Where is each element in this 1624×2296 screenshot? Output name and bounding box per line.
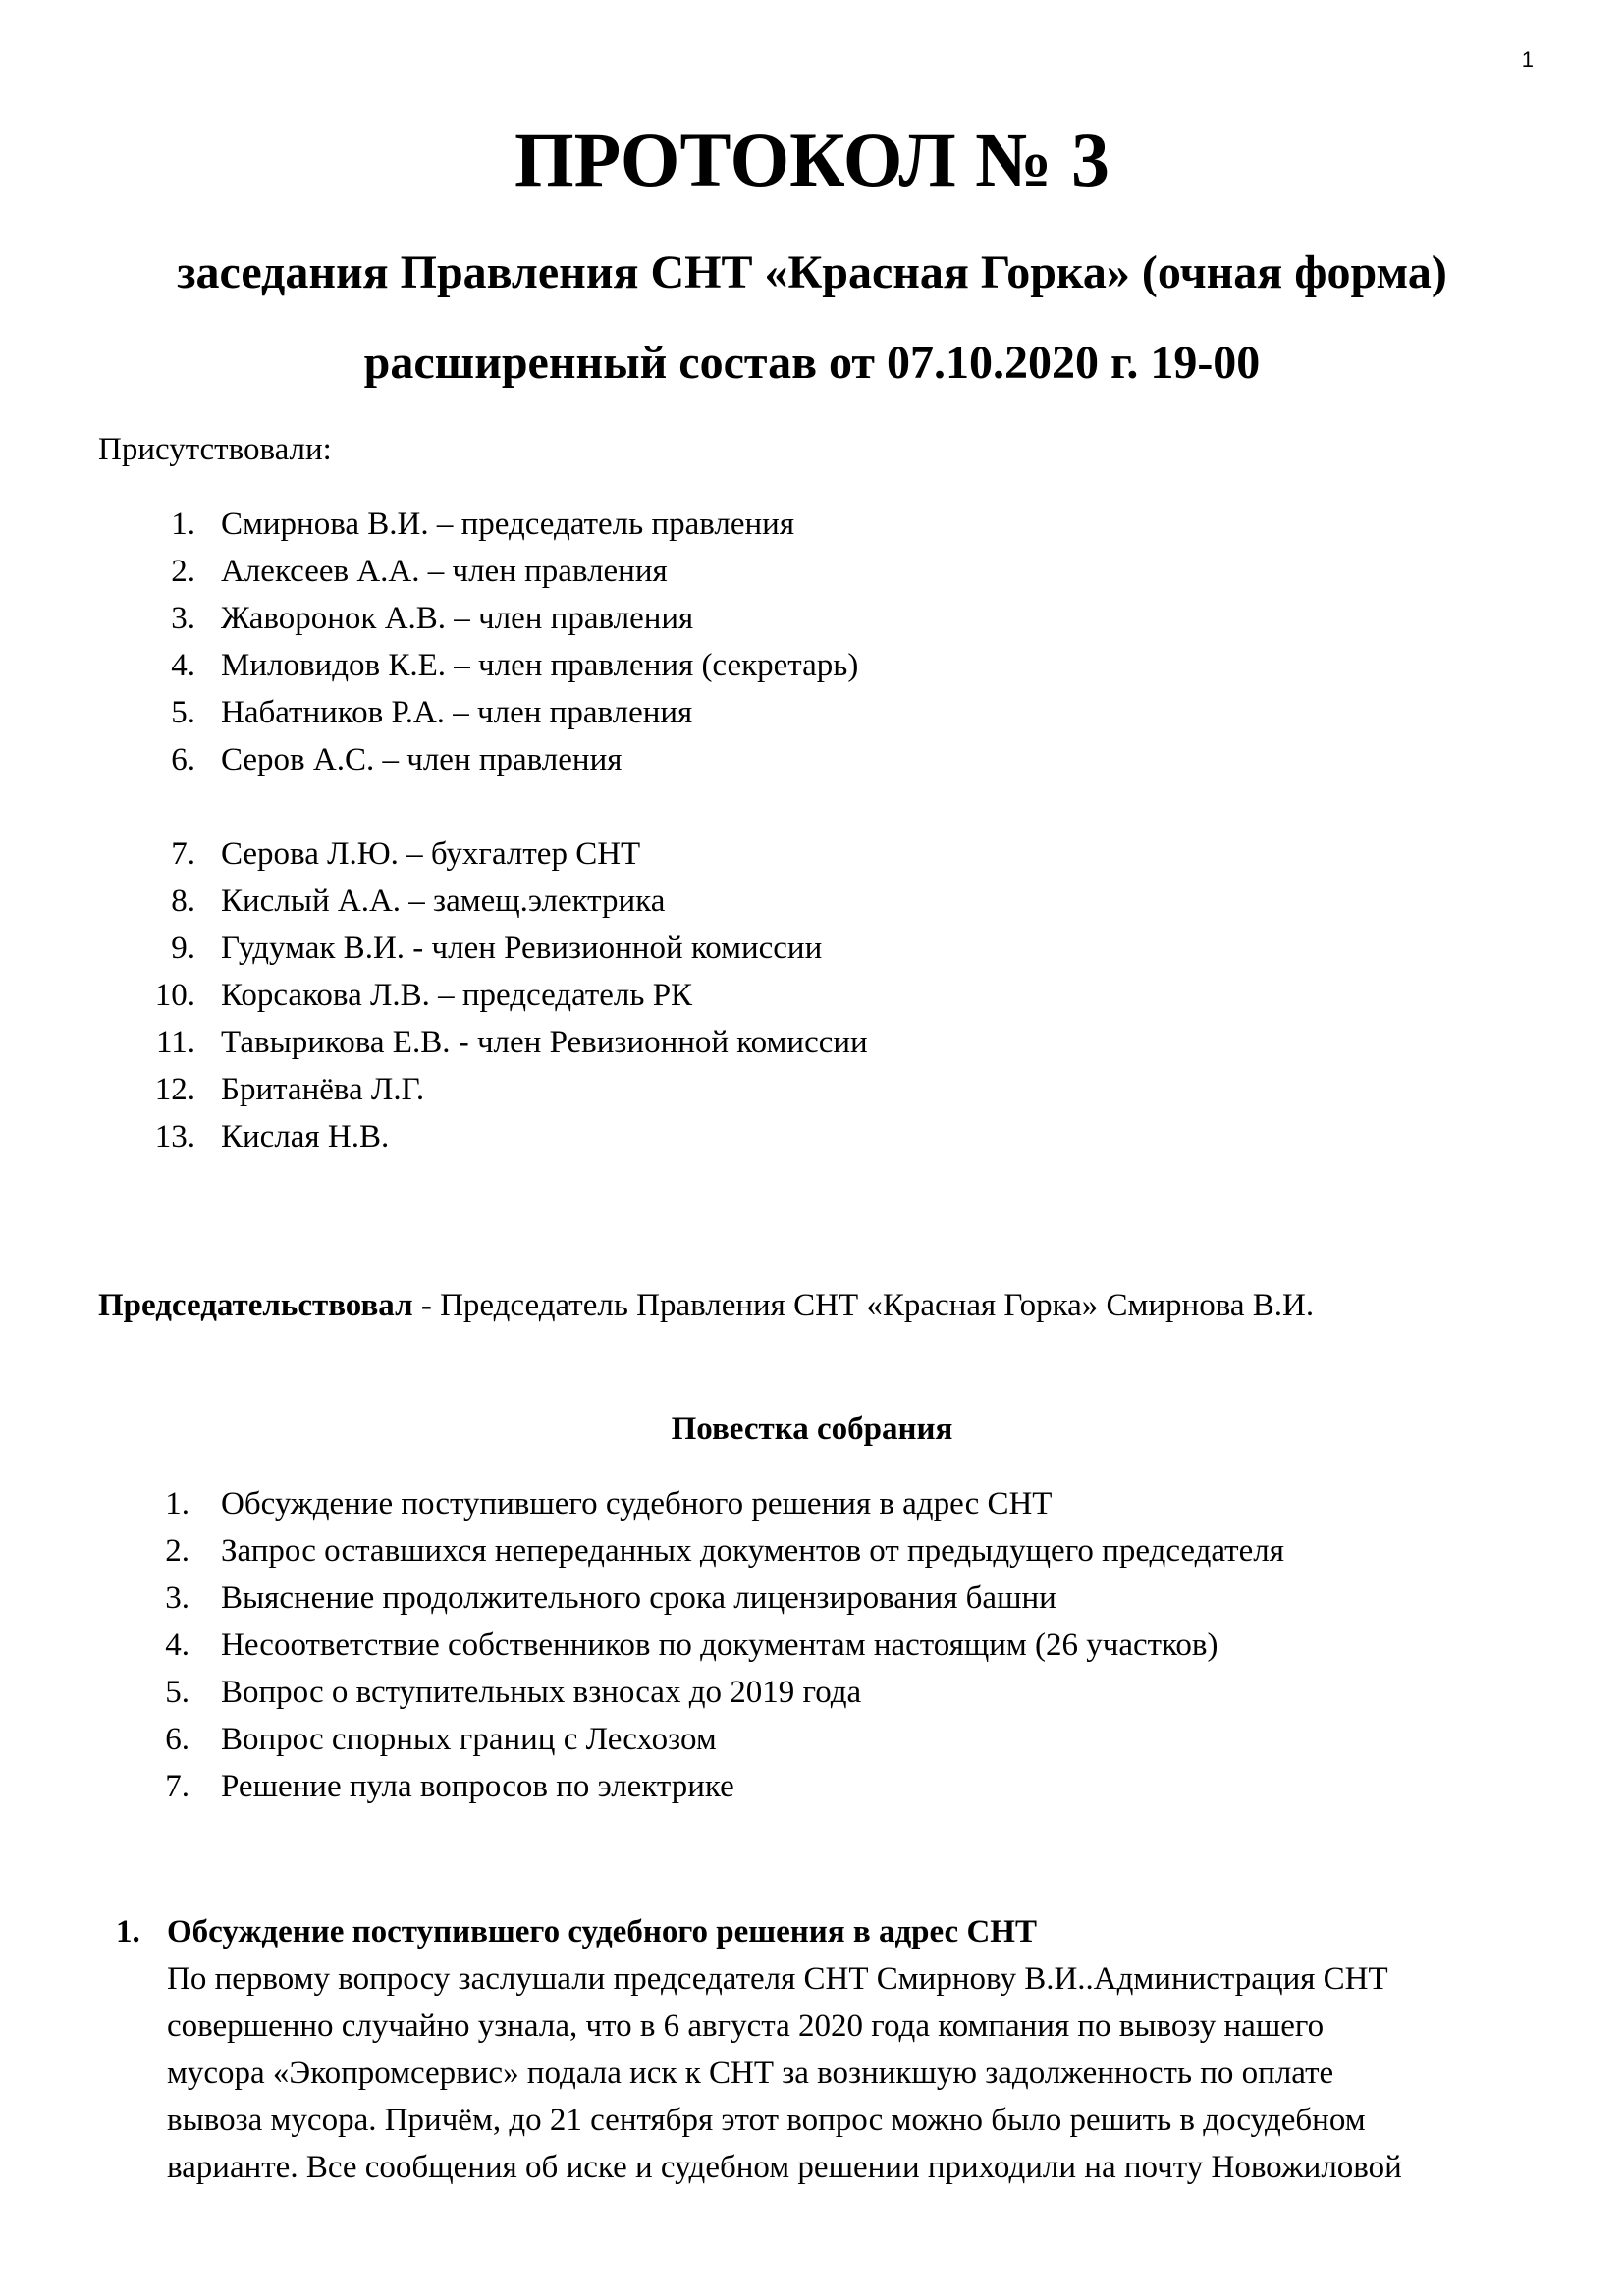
agenda-number: 2.	[165, 1533, 189, 1569]
paragraph-line: По первому вопросу заслушали председателя СНТ Смирнову В.И..Администрация СНТ	[167, 1961, 1388, 1997]
attendee-number: 10.	[154, 978, 195, 1013]
agenda-heading: Повестка собрания	[671, 1412, 953, 1447]
attendee-text: Кислая Н.В.	[221, 1119, 390, 1154]
attendee-item	[0, 1113, 868, 1160]
attendee-text: Смирнова В.И. – председатель правления	[221, 507, 795, 542]
attendee-item	[0, 830, 868, 878]
attendee-text: Тавырикова Е.В. - член Ревизионной комиссии	[221, 1025, 868, 1060]
attendee-text: Серова Л.Ю. – бухгалтер СНТ	[221, 836, 641, 872]
agenda-item	[0, 1527, 1284, 1575]
agenda-item	[0, 1763, 1284, 1810]
attendee-number: 8.	[171, 883, 195, 919]
chaired-label: Председательствовал	[98, 1288, 413, 1323]
paragraph-line: вывоза мусора. Причём, до 21 сентября этот вопрос можно было решить в досудебном	[167, 2103, 1366, 2138]
agenda-text: Вопрос спорных границ с Лесхозом	[221, 1722, 717, 1757]
attendance-label: Присутствовали:	[98, 432, 332, 467]
agenda-item	[0, 1480, 1284, 1527]
agenda-text: Обсуждение поступившего судебного решения в адрес СНТ	[221, 1486, 1053, 1522]
document-title: ПРОТОКОЛ № 3	[514, 117, 1110, 202]
attendee-text: Алексеев А.А. – член правления	[221, 554, 668, 589]
section-1-number: 1.	[116, 1914, 140, 1949]
attendee-item	[0, 689, 858, 736]
attendee-item	[0, 642, 858, 689]
attendee-item	[0, 548, 858, 595]
attendee-item	[0, 501, 858, 548]
attendee-number: 9.	[171, 931, 195, 966]
attendee-item	[0, 878, 868, 925]
attendee-item	[0, 972, 868, 1019]
attendee-number: 1.	[171, 507, 195, 542]
agenda-item	[0, 1622, 1284, 1669]
agenda-text: Несоответствие собственников по документам настоящим (26 участков)	[221, 1628, 1218, 1663]
agenda-number: 7.	[165, 1769, 189, 1804]
attendee-number: 13.	[154, 1119, 195, 1154]
attendee-number: 11.	[155, 1025, 195, 1060]
section-1-body	[116, 1955, 1559, 2191]
paragraph-line: совершенно случайно узнала, что в 6 августа 2020 года компания по вывозу нашего	[167, 2008, 1325, 2044]
chaired-text: - Председатель Правления СНТ «Красная Горка» Смирнова В.И.	[412, 1288, 1315, 1323]
paragraph-line: мусора «Экопромсервис» подала иск к СНТ за возникшую задолженность по оплате	[167, 2056, 1334, 2091]
paragraph-line: варианте. Все сообщения об иске и судебном решении приходили на почту Новожиловой	[167, 2150, 1402, 2185]
agenda-number: 1.	[165, 1486, 189, 1522]
attendee-text: Гудумак В.И. - член Ревизионной комиссии	[221, 931, 823, 966]
agenda-list	[0, 1480, 1284, 1810]
attendee-number: 12.	[154, 1072, 195, 1107]
attendee-text: Корсакова Л.В. – председатель РК	[221, 978, 693, 1013]
attendee-item	[0, 595, 858, 642]
attendee-item	[0, 925, 868, 972]
attendee-number: 7.	[171, 836, 195, 872]
agenda-number: 6.	[165, 1722, 189, 1757]
agenda-item	[0, 1669, 1284, 1716]
attendee-item	[0, 1066, 868, 1113]
attendee-item	[0, 1019, 868, 1066]
attendance-list-board	[0, 501, 858, 783]
section-1	[116, 1908, 1559, 2191]
attendee-number: 2.	[171, 554, 195, 589]
agenda-item	[0, 1716, 1284, 1763]
document-subtitle-line1: заседания Правления СНТ «Красная Горка» (очная форма)	[177, 246, 1447, 298]
attendance-list-invited	[0, 830, 868, 1160]
attendee-text: Кислый А.А. – замещ.электрика	[221, 883, 666, 919]
section-1-heading	[116, 1908, 1559, 1955]
attendee-text: Миловидов К.Е. – член правления (секретарь)	[221, 648, 859, 683]
attendee-text: Британёва Л.Г.	[221, 1072, 425, 1107]
agenda-number: 5.	[165, 1675, 189, 1710]
attendee-number: 4.	[171, 648, 195, 683]
agenda-item	[0, 1575, 1284, 1622]
document-subtitle-line2: расширенный состав от 07.10.2020 г. 19-00	[363, 337, 1261, 389]
page-number: 1	[1521, 47, 1534, 72]
attendee-number: 3.	[171, 601, 195, 636]
agenda-text: Вопрос о вступительных взносах до 2019 года	[221, 1675, 862, 1710]
attendee-number: 5.	[171, 695, 195, 730]
attendee-item	[0, 736, 858, 783]
agenda-number: 4.	[165, 1628, 189, 1663]
agenda-number: 3.	[165, 1580, 189, 1616]
attendee-text: Набатников Р.А. – член правления	[221, 695, 693, 730]
agenda-text: Запрос оставшихся непереданных документов от предыдущего председателя	[221, 1533, 1284, 1569]
attendee-number: 6.	[171, 742, 195, 777]
attendee-text: Серов А.С. – член правления	[221, 742, 623, 777]
agenda-text: Решение пула вопросов по электрике	[221, 1769, 734, 1804]
agenda-text: Выяснение продолжительного срока лицензирования башни	[221, 1580, 1056, 1616]
attendee-text: Жаворонок А.В. – член правления	[221, 601, 694, 636]
section-1-title: Обсуждение поступившего судебного решения в адрес СНТ	[167, 1914, 1037, 1949]
chaired-by	[98, 1286, 1314, 1325]
